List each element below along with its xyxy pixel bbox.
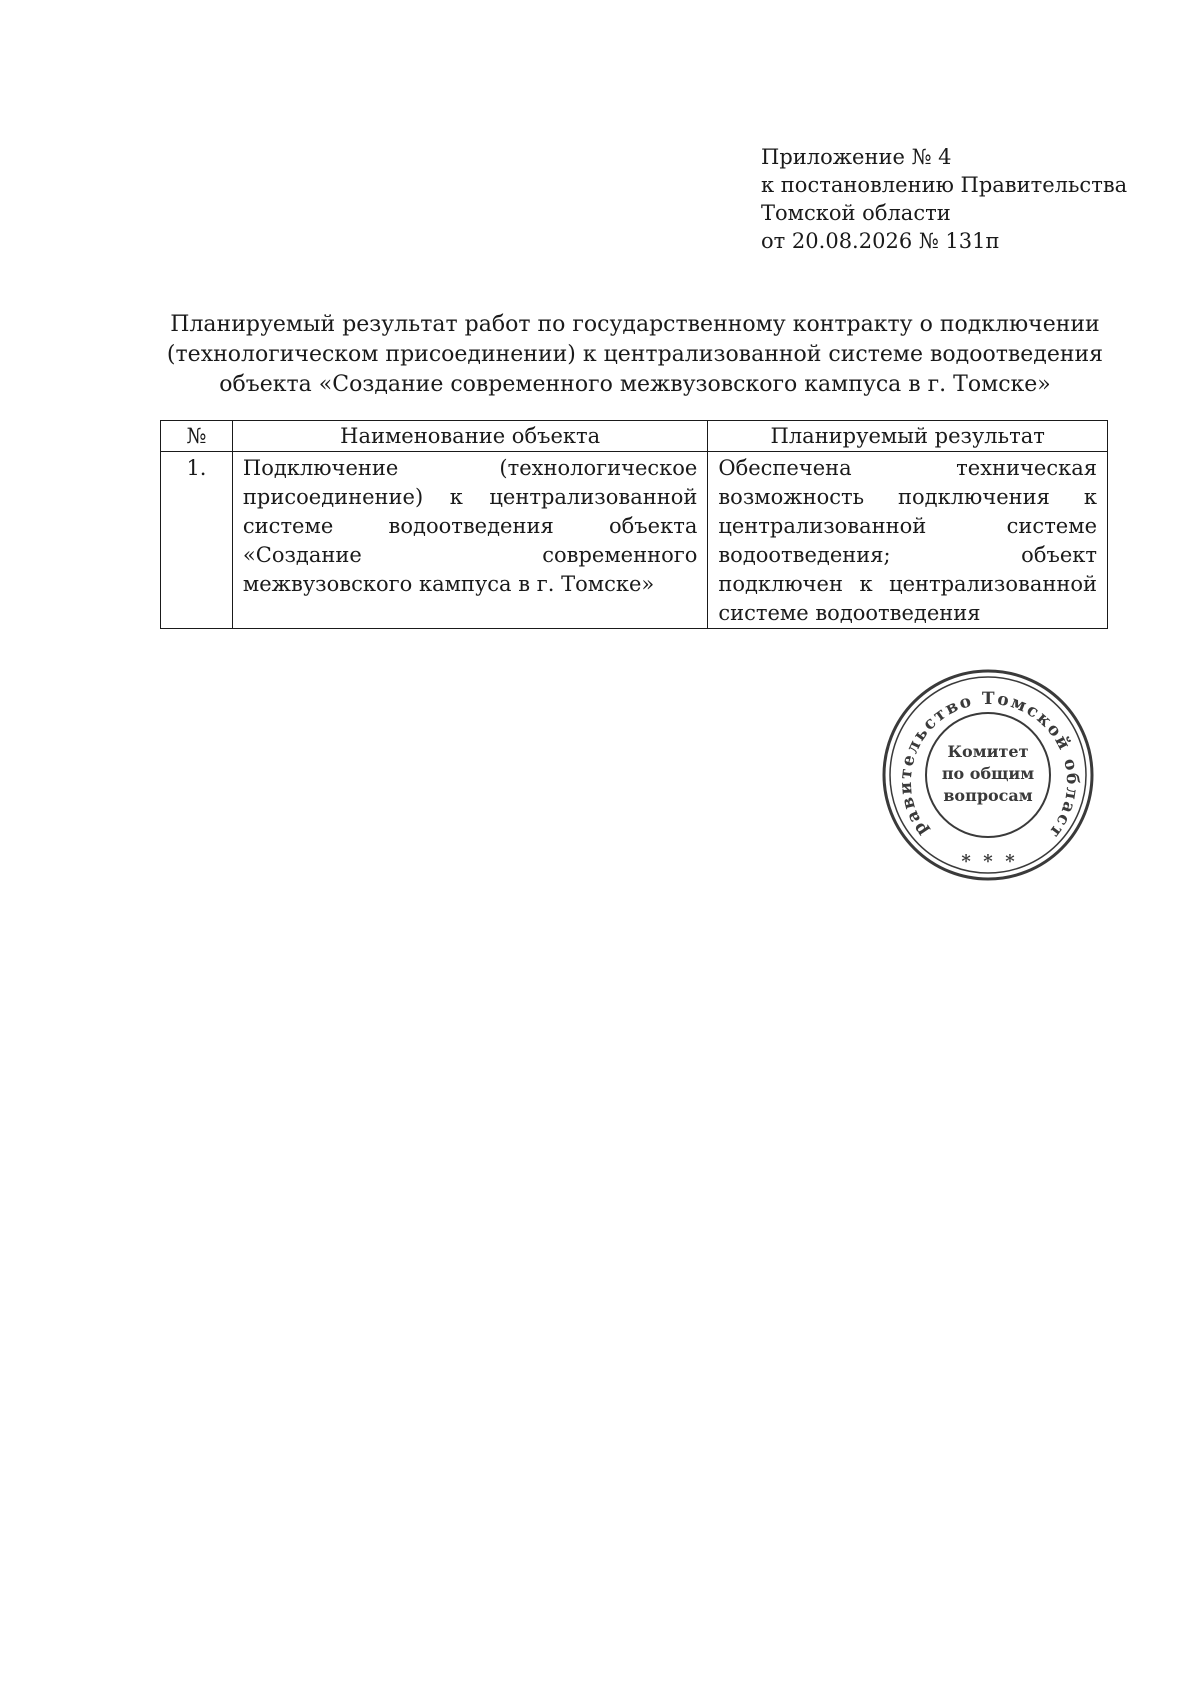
row-object-name: Подключение (технологическое присоединение) к централизованной системе водоотведения объекта «Создание современного межвузовского кампуса в г. Томске» [232,452,707,629]
appendix-resolution-ref: к постановлению Правительства [761,173,1128,197]
appendix-region: Томской области [761,201,951,225]
seal-ring-text: равительство Томской област [895,688,1083,843]
appendix-header [761,143,1181,255]
results-table [160,420,1108,629]
seal-graphic [878,665,1098,885]
document-title [160,310,1110,400]
appendix-date-number: от 20.08.2026 № 131п [761,229,1000,253]
header-planned-result: Планируемый результат [708,421,1108,452]
header-object-name: Наименование объекта [232,421,707,452]
table-row [161,452,1108,629]
seal-center-line-2: по общим [941,764,1035,783]
row-planned-result: Обеспечена техническая возможность подключения к централизованной системе водоотведения; объект подключен к централизованной системе водоотведения [708,452,1108,629]
seal-center-line-1: Комитет [947,742,1029,761]
title-line-1: Планируемый результат работ по государственному контракту о подключении [170,312,1100,337]
seal-stars: * * * [961,851,1015,872]
title-line-3: объекта «Создание современного межвузовского кампуса в г. Томске» [219,372,1051,397]
seal-center-line-3: вопросам [943,786,1033,805]
official-seal-stamp [878,665,1098,885]
appendix-number: Приложение № 4 [761,145,952,169]
header-number: № [161,421,233,452]
table-header-row [161,421,1108,452]
title-line-2: (технологическом присоединении) к централизованной системе водоотведения [166,342,1104,367]
row-number: 1. [161,452,233,629]
